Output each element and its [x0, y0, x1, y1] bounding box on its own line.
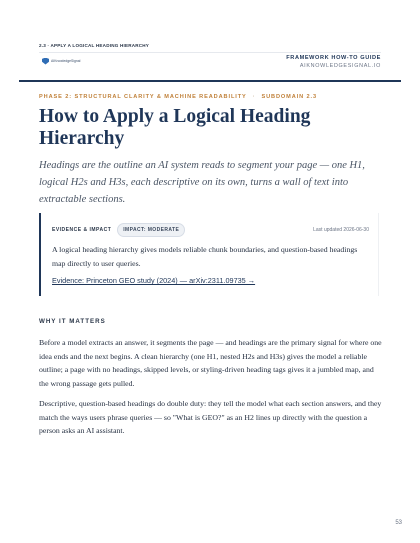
last-updated: Last updated 2026-06-30 [313, 227, 369, 233]
evidence-callout [39, 213, 379, 296]
brand-logo [42, 56, 80, 66]
callout-label: EVIDENCE & IMPACT [52, 227, 112, 233]
running-head: 2.3 · APPLY A LOGICAL HEADING HIERARCHY [39, 43, 150, 48]
section-heading: WHY IT MATTERS [39, 318, 106, 325]
top-divider [39, 52, 381, 53]
evidence-link[interactable]: Evidence: Princeton GEO study (2024) — arXiv:2311.09735 → [52, 276, 256, 286]
header-divider [19, 80, 401, 82]
body-paragraph: Before a model extracts an answer, it segments the page — and headings are the primary signal for where one idea ends and the next begins. A clean hierarchy (one H1, nested H2s and H3s) gives the model a reliable outline; a page with no headings, skipped levels, or styling-driven heading tags gives it a jumbled map, and the wrong passage gets pulled. [39, 338, 382, 388]
shield-logo-icon [42, 58, 49, 65]
page-number: 53 [395, 520, 402, 526]
breadcrumb-phase: PHASE 2: STRUCTURAL CLARITY & MACHINE READABILITY [39, 94, 247, 100]
callout-body: A logical heading hierarchy gives models reliable chunk boundaries, and question-based headings map directly to user queries. [52, 245, 358, 268]
page-deck: Headings are the outline an AI system reads to segment your page — one H1, logical H2s and H3s, each descriptive on its own, turns a wall of text into extractable sections. [39, 160, 365, 205]
brand-block [286, 55, 381, 69]
brand-url: AIKNOWLEDGESIGNAL.IO [299, 63, 381, 69]
breadcrumb [39, 94, 317, 100]
brand-title: FRAMEWORK HOW-TO GUIDE [286, 55, 381, 61]
impact-badge: IMPACT: MODERATE [117, 223, 185, 237]
page-title: How to Apply a Logical Heading Hierarchy [39, 106, 311, 149]
logo-text: AIKnowledgeSignal [51, 59, 81, 63]
body-paragraph: Descriptive, question-based headings do double duty: they tell the model what each section answers, and they match the ways users phrase queries — so "What is GEO?" as an H2 lines up directly with the question a person asks an AI assistant. [39, 399, 382, 435]
breadcrumb-subdomain: SUBDOMAIN 2.3 [261, 94, 317, 100]
breadcrumb-separator: · [252, 94, 256, 100]
callout-header [52, 223, 378, 237]
